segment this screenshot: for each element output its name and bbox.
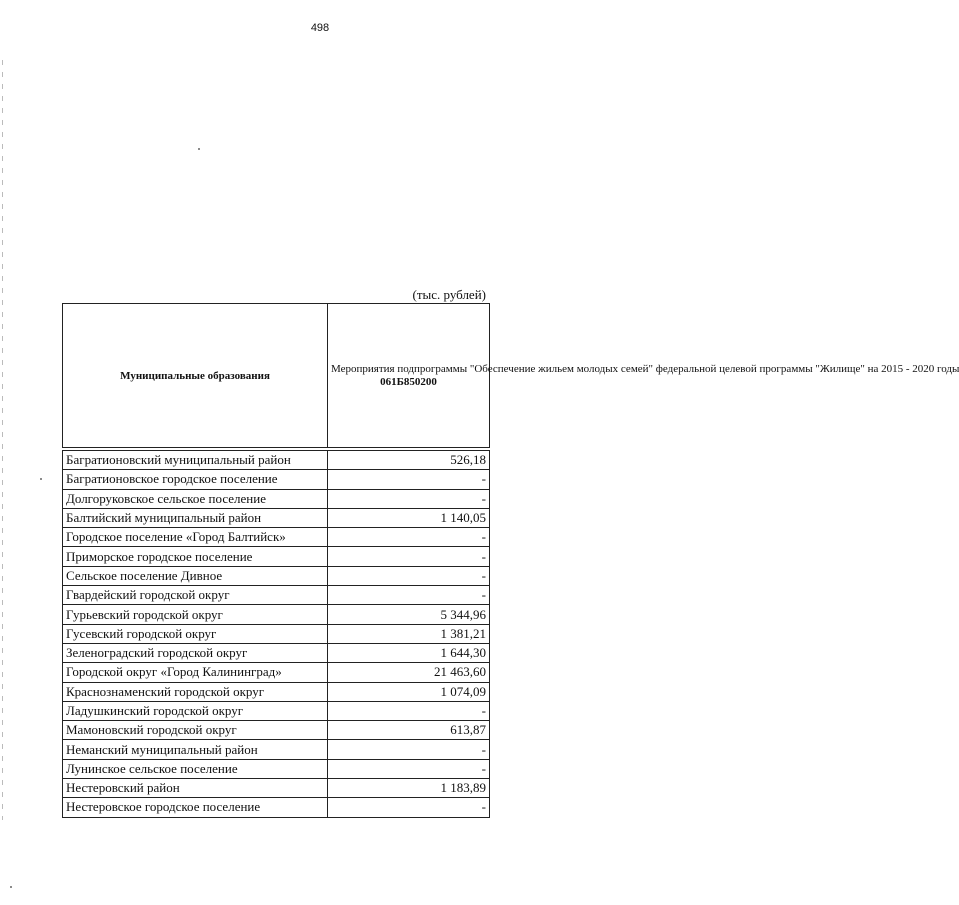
municipality-name: Мамоновский городской округ	[63, 721, 328, 740]
table-row	[63, 663, 490, 682]
scan-edge-artifact	[2, 60, 3, 820]
allocation-value: 5 344,96	[328, 605, 490, 624]
municipality-name: Багратионовский муниципальный район	[63, 451, 328, 470]
table-header-row	[63, 304, 490, 448]
unit-note: (тыс. рублей)	[412, 287, 486, 302]
table-row	[63, 721, 490, 740]
municipality-name: Городское поселение «Город Балтийск»	[63, 528, 328, 547]
allocation-value: 21 463,60	[328, 663, 490, 682]
header-program-title: Мероприятия подпрограммы "Обеспечение жильем молодых семей" федеральной целевой программы "Жилище" на 2015 - 2020 годы	[331, 362, 959, 375]
allocation-value: -	[328, 586, 490, 605]
table-row	[63, 740, 490, 759]
municipality-name: Долгоруковское сельское поселение	[63, 489, 328, 508]
municipality-name: Краснознаменский городской округ	[63, 682, 328, 701]
table-row	[63, 586, 490, 605]
table-row	[63, 547, 490, 566]
municipality-name: Багратионовское городское поселение	[63, 470, 328, 489]
municipality-name: Балтийский муниципальный район	[63, 508, 328, 527]
table-row	[63, 682, 490, 701]
table-row	[63, 528, 490, 547]
table-row	[63, 759, 490, 778]
allocation-value: -	[328, 740, 490, 759]
table-row	[63, 451, 490, 470]
table-row	[63, 798, 490, 817]
municipality-name: Лунинское сельское поселение	[63, 759, 328, 778]
allocation-value: -	[328, 798, 490, 817]
allocation-value: 613,87	[328, 721, 490, 740]
scan-speck	[10, 886, 12, 888]
municipality-name: Гвардейский городской округ	[63, 586, 328, 605]
page-number: 498	[310, 22, 330, 34]
allocation-value: 1 183,89	[328, 779, 490, 798]
allocation-value: -	[328, 701, 490, 720]
allocation-value: 1 074,09	[328, 682, 490, 701]
municipality-name: Приморское городское поселение	[63, 547, 328, 566]
header-program-code: 061Б850200	[380, 375, 437, 388]
allocation-value: -	[328, 566, 490, 585]
budget-table	[62, 303, 959, 818]
allocation-value: 1 644,30	[328, 643, 490, 662]
scan-speck	[40, 478, 42, 480]
table-row	[63, 643, 490, 662]
allocation-value: -	[328, 547, 490, 566]
municipality-name: Нестеровское городское поселение	[63, 798, 328, 817]
table-row	[63, 701, 490, 720]
table-row	[63, 566, 490, 585]
municipality-name: Ладушкинский городской округ	[63, 701, 328, 720]
municipality-name: Гусевский городской округ	[63, 624, 328, 643]
allocation-value: 526,18	[328, 451, 490, 470]
allocation-value: -	[328, 528, 490, 547]
municipality-name: Неманский муниципальный район	[63, 740, 328, 759]
allocation-value: -	[328, 470, 490, 489]
allocation-value: -	[328, 759, 490, 778]
municipality-name: Зеленоградский городской округ	[63, 643, 328, 662]
header-program	[328, 304, 959, 448]
allocation-value: 1 381,21	[328, 624, 490, 643]
municipality-name: Сельское поселение Дивное	[63, 566, 328, 585]
header-municipalities: Муниципальные образования	[63, 304, 328, 448]
table-row	[63, 779, 490, 798]
table-row	[63, 624, 490, 643]
table-row	[63, 605, 490, 624]
municipality-name: Нестеровский район	[63, 779, 328, 798]
table-row	[63, 489, 490, 508]
allocation-value: 1 140,05	[328, 508, 490, 527]
table-body	[63, 451, 490, 818]
municipality-name: Городской округ «Город Калининград»	[63, 663, 328, 682]
scan-speck	[198, 148, 200, 150]
table-row	[63, 470, 490, 489]
allocation-value: -	[328, 489, 490, 508]
table-row	[63, 508, 490, 527]
municipality-name: Гурьевский городской округ	[63, 605, 328, 624]
